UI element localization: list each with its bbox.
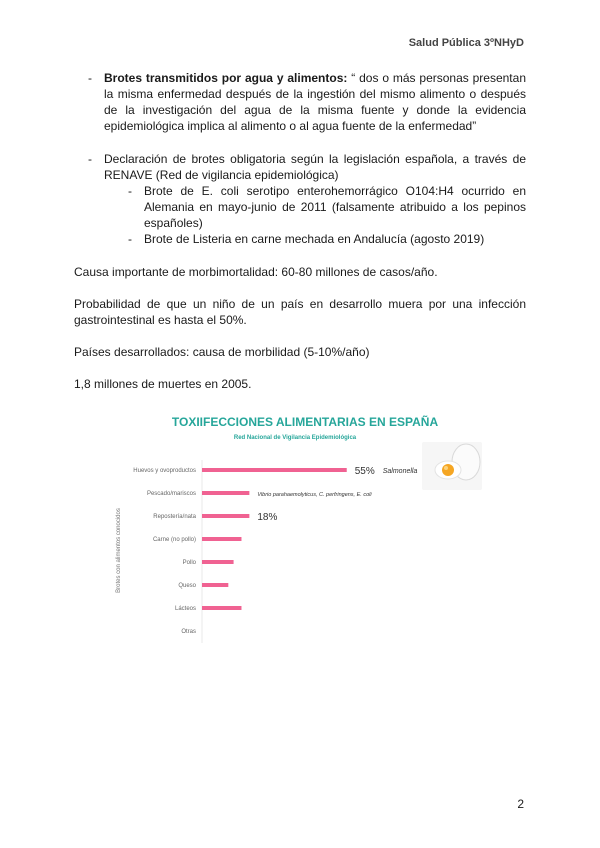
bar [202,606,241,610]
bar [202,468,347,472]
bar [202,583,228,587]
egg-yolk [442,464,454,476]
sub-bullet-listeria [74,231,526,247]
bar [202,560,234,564]
category-label: Otras [181,629,196,635]
bullet-bold-term: Brotes transmitidos por agua y alimentos: [104,71,348,85]
page-number: 2 [517,797,524,811]
category-label: Pollo [182,560,196,566]
bullet-text: Declaración de brotes obligatoria según la legislación española, a través de RENAVE (Red de vigilancia epidemiológica) [104,152,526,182]
egg-yolk-highlight [444,466,448,470]
sub-bullet-ecoli [74,183,526,231]
chart-y-label: Brotes con alimentos conocidos [116,508,122,593]
bar [202,537,241,541]
paragraph-probabilidad: Probabilidad de que un niño de un país en desarrollo muera por una infección gastrointestinal es hasta el 50%. [74,297,526,327]
chart-title: TOXIIFECCIONES ALIMENTARIAS EN ESPAÑA [171,415,439,429]
bullet-definition: “ dos o más personas presentan la misma enfermedad después de la ingestión del mismo alimento o después de la investigación del agua de la misma fuente y donde la evidencia epidemiológica implica al alimento o al agua fuente de la enfermedad” [104,71,526,133]
bar [202,491,249,495]
data-label: 55% [354,466,375,477]
category-label: Pescado/mariscos [146,491,196,497]
paragraph-muertes: 1,8 millones de muertes en 2005. [74,377,252,391]
chart-svg [110,410,510,655]
bar-annotation-note: Vibrio parahaemolyticus, C. perfringens, E. coli [257,492,372,498]
paragraph-morbimortalidad: Causa importante de morbimortalidad: 60-80 millones de casos/año. [74,265,438,279]
sub-bullet-text: Brote de Listeria en carne mechada en Andalucía (agosto 2019) [144,232,485,246]
bullet-brotes-transmitidos [74,70,526,134]
category-label: Queso [178,583,196,589]
bar [202,514,249,518]
category-label: Repostería/nata [153,514,196,520]
toxiinfecciones-chart [110,410,510,655]
page-header: Salud Pública 3ºNHyD [408,37,524,49]
category-label: Lácteos [174,606,196,612]
sub-bullet-text: Brote de E. coli serotipo enterohemorrágico O104:H4 ocurrido en Alemania en mayo-junio de 2011 (falsamente atribuido a los pepinos españoles) [144,184,526,230]
category-label: Huevos y ovoproductos [133,468,196,474]
document-body [74,70,526,392]
data-label: 18% [257,512,278,523]
paragraph-paises-desarrollados: Países desarrollados: causa de morbilidad (5-10%/año) [74,345,370,359]
bar-annotation-note: Salmonella [382,468,418,475]
bullet-declaracion-brotes [74,151,526,183]
bullet-dash: - [88,71,92,85]
bullet-dash: - [88,152,92,166]
sub-bullet-dash: - [128,184,132,198]
category-label: Carne (no pollo) [152,537,196,543]
sub-bullet-dash: - [128,232,132,246]
chart-subtitle: Red Nacional de Vigilancia Epidemiológica [233,435,357,441]
